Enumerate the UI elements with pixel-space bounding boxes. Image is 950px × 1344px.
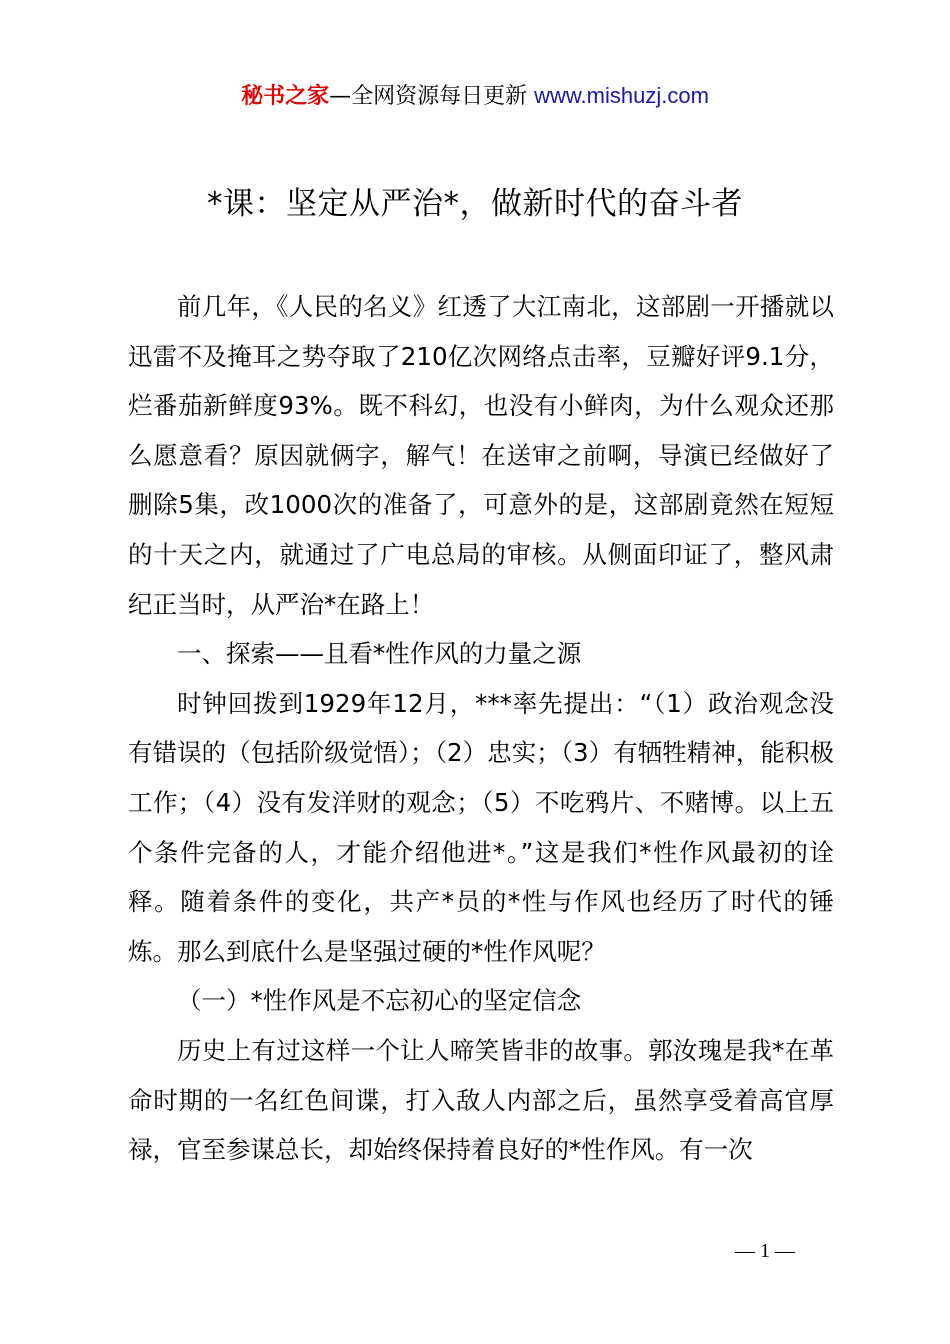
page-number: — 1 — — [735, 1240, 795, 1262]
site-brand: 秘书之家 — [241, 84, 330, 109]
section-heading: 一、探索——且看*性作风的力量之源 — [177, 639, 582, 669]
site-slogan: —全网资源每日更新 — [329, 84, 528, 109]
paragraph: 时钟回拨到1929年12月，***率先提出：“（1）政治观念没有错误的（包括阶级觉悟）；（2）忠实；（3）有牺牲精神，能积极工作；（4）没有发洋财的观念；（5）不吃鸦片、不赌博。以上五个条件完备的人，才能介绍他进*。”这是我们*性作风最初的诠释。随着条件的变化，共产*员的*性与作风也经历了时代的锤炼。那么到底什么是坚强过硬的*性作风呢？ — [128, 688, 834, 966]
site-banner — [0, 80, 950, 113]
document-body — [128, 282, 834, 1175]
paragraph: 前几年，《人民的名义》红透了大江南北，这部剧一开播就以迅雷不及掩耳之势夺取了210亿次网络点击率，豆瓣好评9.1分，烂番茄新鲜度93%。既不科幻，也没有小鲜肉，为什么观众还那么愿意看？原因就俩字，解气！在送审之前啊，导演已经做好了删除5集，改1000次的准备了，可意外的是，这部剧竟然在短短的十天之内，就通过了广电总局的审核。从侧面印证了，整风肃纪正当时，从严治*在路上！ — [128, 292, 834, 619]
paragraph: 历史上有过这样一个让人啼笑皆非的故事。郭汝瑰是我*在革命时期的一名红色间谍，打入敌人内部之后，虽然享受着高官厚禄，官至参谋总长，却始终保持着良好的*性作风。有一次 — [128, 1035, 834, 1165]
document-title: *课：坚定从严治*，做新时代的奋斗者 — [207, 186, 743, 222]
subsection-heading: （一）*性作风是不忘初心的坚定信念 — [177, 986, 582, 1016]
site-url[interactable]: www.mishuzj.com — [534, 83, 709, 108]
